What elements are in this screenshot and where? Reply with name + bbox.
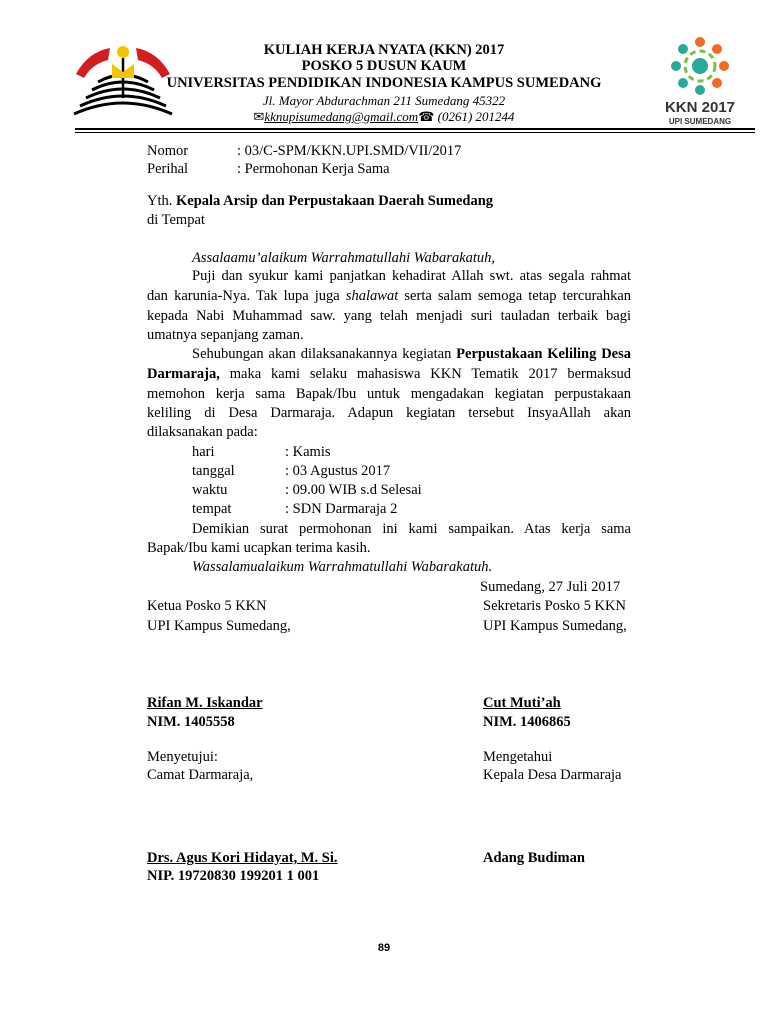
paragraph-2-line-1 xyxy=(192,346,631,363)
schedule-value: : SDN Darmaraja 2 xyxy=(285,501,398,517)
right-signer-title-1: Sekretaris Posko 5 KKN xyxy=(483,598,626,614)
recipient-name: Kepala Arsip dan Perpustakaan Daerah Sumedang xyxy=(176,193,494,209)
approve-label: Menyetujui: xyxy=(147,749,218,765)
paragraph-1-line-3: kepada Nabi Muhammad saw. yang telah menjadi suri tauladan terbaik bagi xyxy=(147,308,631,324)
paragraph-2-line-2 xyxy=(147,366,631,383)
camat-nip: NIP. 19720830 199201 1 001 xyxy=(147,868,320,884)
left-signer-name: Rifan M. Iskandar xyxy=(147,695,263,711)
phone-icon: ☎ xyxy=(418,109,435,124)
right-signer-nim: NIM. 1406865 xyxy=(483,714,571,730)
kkn-2017-logo xyxy=(650,30,750,130)
header-email[interactable]: kknupisumedang@gmail.com xyxy=(264,109,419,124)
recipient-yth: Yth. xyxy=(147,193,173,209)
envelope-icon: ✉ xyxy=(253,109,265,124)
paragraph-3-line-2: Bapak/Ibu kami ucapkan terima kasih. xyxy=(147,540,371,556)
header-address: Jl. Mayor Abdurachman 211 Sumedang 45322 xyxy=(262,93,506,108)
camat-name: Drs. Agus Kori Hidayat, M. Si. xyxy=(147,850,338,866)
paragraph-2-line-5: dilaksanakan pada: xyxy=(147,424,258,440)
recipient xyxy=(147,193,493,210)
right-signer-name: Cut Muti’ah xyxy=(483,695,561,711)
kkn-logo-text: KKN 2017 xyxy=(664,99,736,116)
schedule-label: hari xyxy=(192,444,215,460)
know-label: Mengetahui xyxy=(483,749,553,765)
header-phone: (0261) 201244 xyxy=(437,109,515,124)
left-signer-title-1: Ketua Posko 5 KKN xyxy=(147,598,267,614)
p1-l2-part-c: serta salam semoga tetap tercurahkan xyxy=(404,288,632,304)
letter-date: Sumedang, 27 Juli 2017 xyxy=(480,579,621,595)
page-number: 89 xyxy=(377,942,391,954)
paragraph-1-line-1: Puji dan syukur kami panjatkan kehadirat Allah swt. atas segala rahmat xyxy=(192,268,631,284)
schedule-value: : Kamis xyxy=(285,444,331,460)
header-line-1: KULIAH KERJA NYATA (KKN) 2017 xyxy=(263,42,505,58)
schedule-label: tanggal xyxy=(192,463,235,479)
paragraph-1-line-4: umatnya sepanjang zaman. xyxy=(147,327,304,343)
schedule-label: tempat xyxy=(192,501,232,517)
greeting: Assalaamu’alaikum Warrahmatullahi Wabarakatuh, xyxy=(192,250,496,266)
p2-l2-bold: Darmaraja, xyxy=(147,366,220,382)
p1-l2-shalawat: shalawat xyxy=(345,288,399,304)
know-title: Kepala Desa Darmaraja xyxy=(483,767,622,783)
header-rule-thin xyxy=(75,132,755,133)
p2-l1-part-a: Sehubungan akan dilaksanakannya kegiatan xyxy=(192,346,452,362)
header-line-3: UNIVERSITAS PENDIDIKAN INDONESIA KAMPUS SUMEDANG xyxy=(166,75,602,91)
left-signer-title-2: UPI Kampus Sumedang, xyxy=(147,618,291,634)
left-signer-nim: NIM. 1405558 xyxy=(147,714,235,730)
perihal-value: : Permohonan Kerja Sama xyxy=(237,161,390,177)
closing: Wassalamualaikum Warrahmatullahi Wabarakatuh. xyxy=(192,559,493,575)
paragraph-3-line-1: Demikian surat permohonan ini kami sampaikan. Atas kerja sama xyxy=(192,521,631,537)
paragraph-1-line-2 xyxy=(147,288,631,305)
kades-name: Adang Budiman xyxy=(483,850,585,866)
p2-l2-part-b: maka kami selaku mahasiswa KKN Tematik 2017 bermaksud xyxy=(229,366,631,382)
p1-l2-part-a: dan karunia-Nya. Tak lupa juga xyxy=(147,288,340,304)
nomor-label: Nomor xyxy=(147,143,189,159)
kkn-logo-subtext: UPI SUMEDANG xyxy=(668,117,732,126)
p2-l1-bold: Perpustakaan Keliling Desa xyxy=(456,346,631,362)
header-line-2: POSKO 5 DUSUN KAUM xyxy=(301,58,467,74)
perihal-label: Perihal xyxy=(147,161,189,177)
approve-title: Camat Darmaraja, xyxy=(147,767,254,783)
nomor-value: : 03/C-SPM/KKN.UPI.SMD/VII/2017 xyxy=(237,143,462,159)
header-rule-thick xyxy=(75,128,755,130)
schedule-label: waktu xyxy=(192,482,228,498)
recipient-place: di Tempat xyxy=(147,212,205,228)
paragraph-2-line-3: memohon kerja sama Bapak/Ibu untuk mengadakan kegiatan perpustakaan xyxy=(147,386,631,402)
schedule-value: : 03 Agustus 2017 xyxy=(285,463,391,479)
right-signer-title-2: UPI Kampus Sumedang, xyxy=(483,618,627,634)
schedule-value: : 09.00 WIB s.d Selesai xyxy=(285,482,422,498)
paragraph-2-line-4: keliling di Desa Darmaraja. Adapun kegiatan tersebut InsyaAllah akan xyxy=(147,405,631,421)
